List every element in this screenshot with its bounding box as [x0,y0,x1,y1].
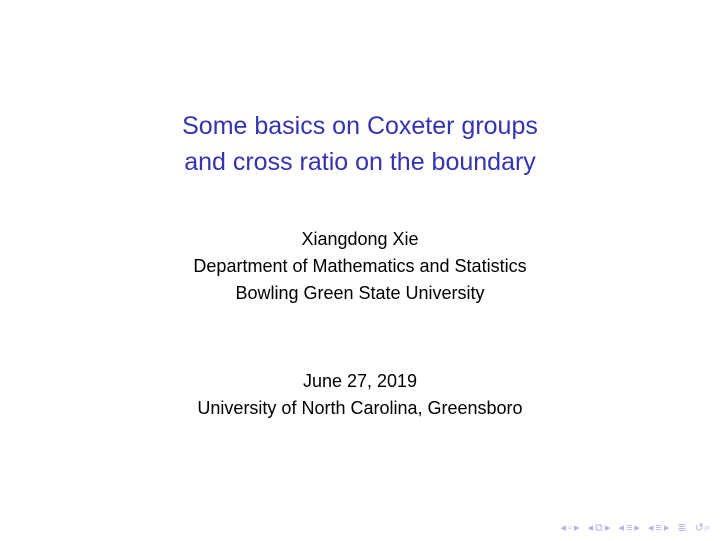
event-venue: University of North Carolina, Greensboro [197,398,523,418]
subsection-icon[interactable]: ⧉ [595,522,603,534]
search-icon[interactable]: ↺⌕ [694,522,710,534]
author-department: Department of Mathematics and Statistics [193,256,527,276]
next-section-icon[interactable]: ▸ [634,522,640,534]
event-block [0,368,720,422]
prev-section-icon[interactable]: ◂ [618,522,624,534]
prev-subsection-icon[interactable]: ◂ [587,522,594,534]
title-line-1: Some basics on Coxeter groups [182,112,538,140]
author-name: Xiangdong Xie [301,229,419,249]
author-block [0,226,720,307]
prev-doc-icon[interactable]: ◂ [647,522,654,534]
slide-title [0,108,720,180]
doc-icon[interactable]: ≡ [655,522,662,534]
section-icon[interactable]: ≡ [625,522,633,534]
next-frame-icon[interactable]: ▸ [573,522,580,534]
author-institution: Bowling Green State University [235,283,485,303]
beamer-navigation [561,521,710,535]
align-icon[interactable]: ≣ [677,522,687,534]
event-date: June 27, 2019 [302,371,418,391]
prev-frame-icon[interactable]: ◂ [560,522,567,534]
next-subsection-icon[interactable]: ▸ [604,522,611,534]
title-line-2: and cross ratio on the boundary [184,148,536,176]
next-doc-icon[interactable]: ▸ [663,522,670,534]
frame-icon[interactable]: ▫ [568,522,572,534]
